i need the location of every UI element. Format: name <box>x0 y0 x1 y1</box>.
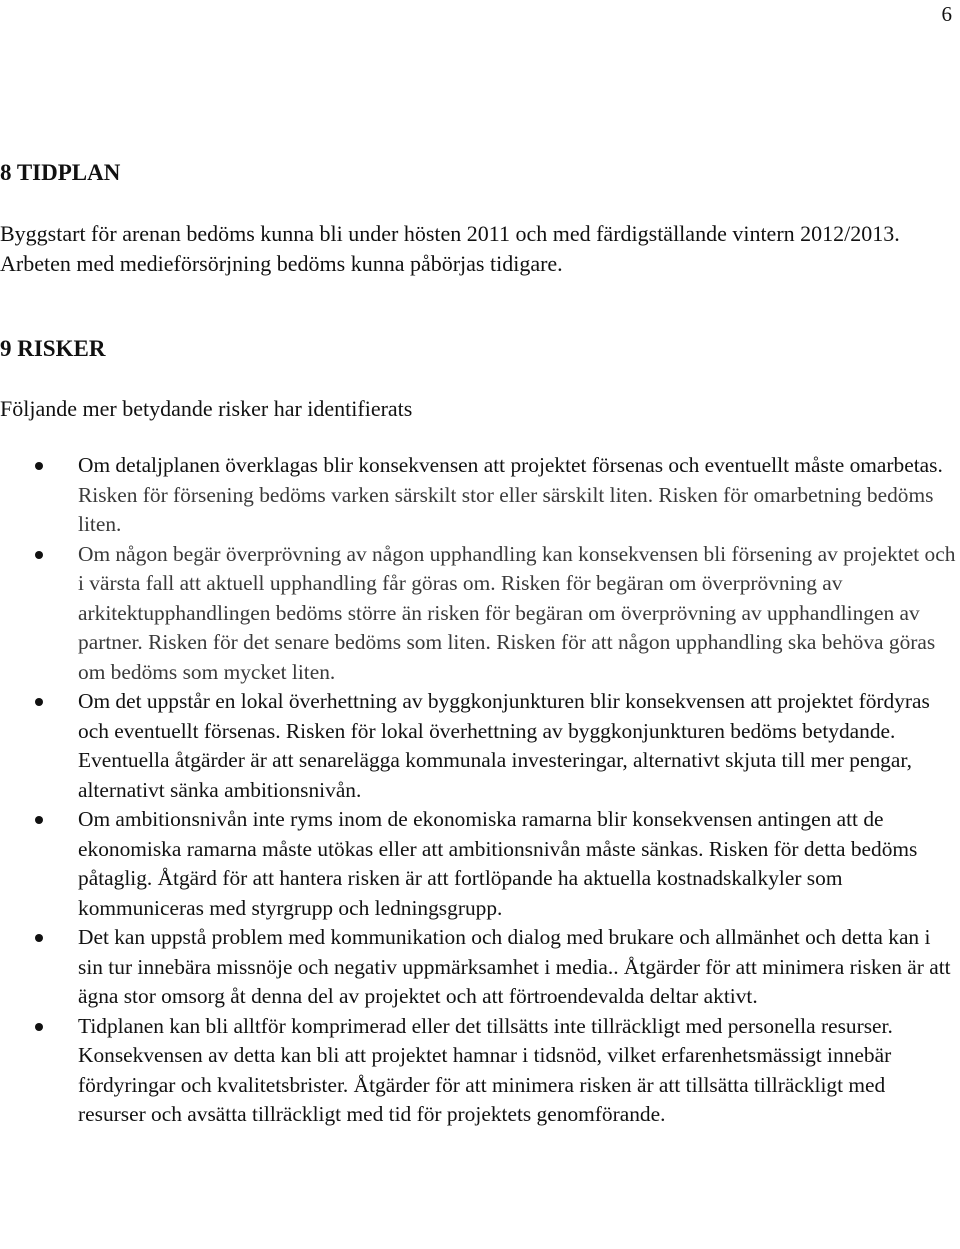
risk-text: Om ambitionsnivån inte ryms inom de ekonomiska ramarna blir konsekvensen antingen att de ekonomiska ramarna måste utökas eller att ambitionsnivån måste sänkas. Risken för detta bedöms påtaglig. Åtgärd för att hantera risken är att fortlöpande ha aktuella kostnadskalkyler som kommuniceras med styrgrupp och ledningsgrupp. <box>78 807 918 920</box>
section-heading-tidplan: 8 TIDPLAN <box>0 160 121 185</box>
bullet-icon <box>35 462 43 470</box>
risk-text: Om det uppstår en lokal överhettning av byggkonjunkturen blir konsekvensen att projektet fördyras och eventuellt försenas. Risken för lokal överhettning av byggkonjunkturen bedöms betydande. Eventuella åtgärder är att senarelägga kommunala investeringar, alternativt skjuta till mer pengar, alternativt sänka ambitionsnivån. <box>78 689 930 802</box>
risk-item <box>0 1012 958 1130</box>
risk-item <box>0 687 958 805</box>
risk-text-assessment: Risken för försening bedöms varken särskilt stor eller särskilt liten. Risken för omarbetning bedöms liten. <box>78 482 934 536</box>
risk-item <box>0 540 958 688</box>
bullet-icon <box>35 1023 43 1031</box>
risk-list <box>0 451 958 1130</box>
tidplan-paragraph: Byggstart för arenan bedöms kunna bli under hösten 2011 och med färdigställande vintern 2012/2013. Arbeten med medieförsörjning bedöms kunna påbörjas tidigare. <box>0 221 900 276</box>
risk-text: Det kan uppstå problem med kommunikation och dialog med brukare och allmänhet och detta kan i sin tur innebära missnöje och negativ uppmärksamhet i media.. Åtgärder för att minimera risken är att ägna stor omsorg åt denna del av projektet och att förtroendevalda deltar aktivt. <box>78 925 951 1008</box>
risk-item <box>0 923 958 1012</box>
page-number: 6 <box>941 2 952 26</box>
bullet-icon <box>35 934 43 942</box>
risk-text-assessment: Risken för begäran om överprövning av arkitektupphandlingen bedöms större än risken för begäran om överprövning av upphandlingen av partner. Risken för det senare bedöms som liten. Risken för att någon upphandling ska behöva göras om bedöms som mycket liten. <box>78 571 936 684</box>
risk-item <box>0 451 958 540</box>
risk-item <box>0 805 958 923</box>
risks-intro: Följande mer betydande risker har identifierats <box>0 396 413 421</box>
risk-text: Om någon begär överprövning av någon upphandling kan konsekvensen bli försening av projektet och i värsta fall att aktuell upphandling får göras om. <box>78 541 956 595</box>
risk-text: Tidplanen kan bli alltför komprimerad eller det tillsätts inte tillräckligt med personella resurser. Konsekvensen av detta kan bli att projektet hamnar i tidsnöd, vilket erfarenhetsmässigt innebär fördyringar och kvalitetsbrister. Åtgärder för att minimera risken är att tillsätta tillräckligt med resurser och avsätta tillräckligt med tid för projektets genomförande. <box>78 1013 893 1126</box>
bullet-icon <box>35 551 43 559</box>
risk-text: Om detaljplanen överklagas blir konsekvensen att projektet försenas och eventuellt måste omarbetas. <box>78 453 943 477</box>
bullet-icon <box>35 816 43 824</box>
bullet-icon <box>35 698 43 706</box>
section-heading-risker: 9 RISKER <box>0 336 106 361</box>
